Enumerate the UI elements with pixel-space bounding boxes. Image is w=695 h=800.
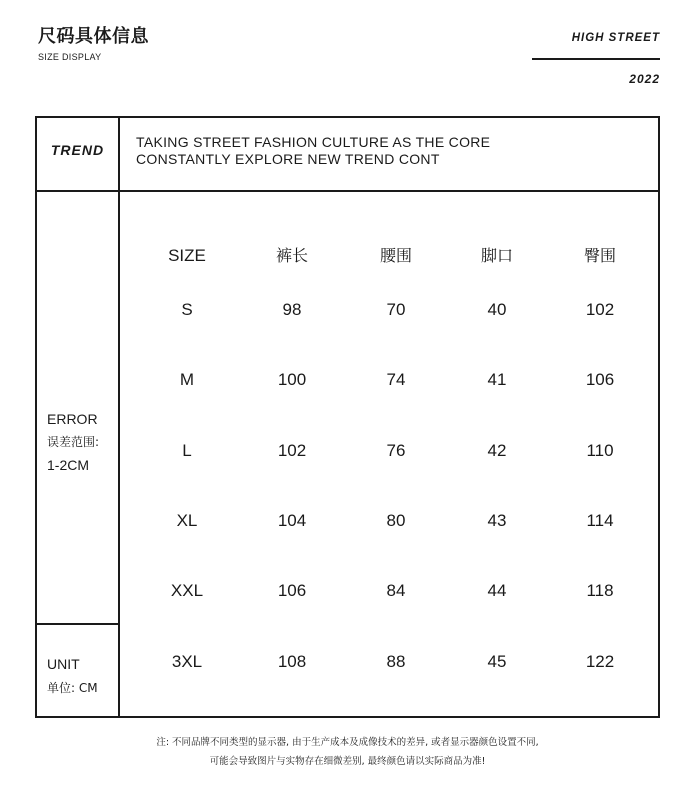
error-range: 1-2CM xyxy=(47,457,90,473)
table-cell: 106 xyxy=(585,370,615,389)
slogan-line-2: CONSTANTLY EXPLORE NEW TREND CONT xyxy=(136,151,440,167)
column-header: SIZE xyxy=(168,246,206,265)
table-cell: 106 xyxy=(277,581,307,600)
note-line-1: 注: 不同品牌不同类型的显示器, 由于生产成本及成像技术的差异, 或者显示器颜色设置不同, xyxy=(156,737,539,748)
table-cell: XXL xyxy=(170,581,204,600)
table-cell: 122 xyxy=(585,652,615,671)
brand-label: HIGH STREET xyxy=(571,32,660,44)
table-cell: 43 xyxy=(487,511,507,530)
slogan xyxy=(136,134,490,168)
table-cell: 41 xyxy=(487,370,507,389)
table-cell: L xyxy=(182,441,192,460)
table-cell: XL xyxy=(176,511,198,530)
table-row xyxy=(120,368,660,392)
error-info xyxy=(47,408,99,477)
table-cell: 114 xyxy=(586,511,614,530)
top-divider xyxy=(37,190,658,192)
table-cell: 100 xyxy=(277,370,307,389)
table-cell: 45 xyxy=(487,652,507,671)
note-line-2: 可能会导致图片与实物存在细微差别, 最终颜色请以实际商品为准! xyxy=(209,756,486,767)
table-cell: 110 xyxy=(586,441,614,460)
table-cell: 104 xyxy=(277,511,307,530)
column-header: 脚口 xyxy=(480,246,513,265)
table-cell: 42 xyxy=(487,441,507,460)
left-divider xyxy=(37,623,118,625)
vertical-divider xyxy=(118,118,120,716)
table-cell: 40 xyxy=(487,300,507,319)
table-cell: 108 xyxy=(277,652,307,671)
page-title: 尺码具体信息 xyxy=(38,26,149,47)
table-row xyxy=(120,298,660,322)
table-cell: 88 xyxy=(386,652,406,671)
table-cell: 76 xyxy=(386,441,406,460)
table-cell: 84 xyxy=(386,581,406,600)
table-cell: 98 xyxy=(282,300,302,319)
table-row xyxy=(120,509,660,533)
header-right xyxy=(572,32,660,44)
table-cell: 102 xyxy=(277,441,307,460)
table-row xyxy=(120,650,660,674)
unit-label: UNIT xyxy=(47,656,80,672)
table-cell: M xyxy=(179,370,195,389)
year-label: 2022 xyxy=(629,72,660,86)
page-subtitle: SIZE DISPLAY xyxy=(38,52,102,62)
footer-note xyxy=(0,733,695,771)
brand-divider xyxy=(532,58,660,60)
column-header: 裤长 xyxy=(275,246,308,265)
table-cell: 70 xyxy=(386,300,406,319)
column-header: 臀围 xyxy=(583,246,616,265)
table-row xyxy=(120,579,660,603)
table-cell: 80 xyxy=(386,511,406,530)
table-cell: 118 xyxy=(586,581,614,600)
table-cell: 3XL xyxy=(171,652,203,671)
table-row xyxy=(120,439,660,463)
table-cell: 74 xyxy=(386,370,406,389)
slogan-line-1: TAKING STREET FASHION CULTURE AS THE CORE xyxy=(136,134,491,150)
table-cell: 102 xyxy=(585,300,615,319)
unit-info xyxy=(47,652,98,700)
column-header: 腰围 xyxy=(379,246,412,265)
size-chart-table xyxy=(35,116,660,718)
unit-label-cn: 单位: CM xyxy=(47,681,98,695)
header-left xyxy=(38,22,149,62)
table-header-row xyxy=(120,244,660,268)
table-cell: 44 xyxy=(487,581,507,600)
table-cell: S xyxy=(181,300,193,319)
trend-label: TREND xyxy=(50,142,105,158)
error-label: ERROR xyxy=(47,411,98,427)
error-label-cn: 误差范围: xyxy=(47,435,100,449)
